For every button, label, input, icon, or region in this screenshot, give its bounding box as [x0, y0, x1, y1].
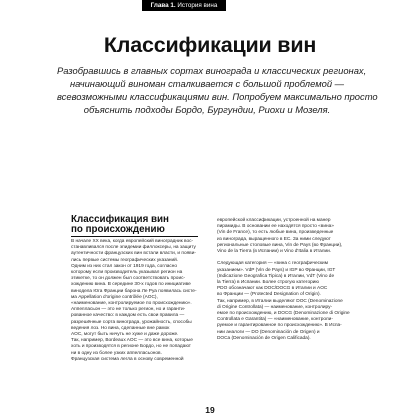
text-line: хоть и производятся в регионе Бордо, но не попадают — [71, 344, 191, 350]
text-line: Controllata e Garantita) — «наименование, контроли- — [217, 317, 333, 323]
text-line: PDO обозначают как DOC/DOCG в Италии и AOC — [217, 286, 328, 292]
text-line: винодела Юга Франции барона Ле Руа появилась систе- — [71, 288, 197, 294]
text-line: «наименование, контролируемое по происхождению». — [71, 301, 192, 307]
right-column — [217, 218, 351, 342]
chapter-header — [142, 0, 226, 11]
text-line: лись первые системы географических указаний. — [71, 257, 179, 263]
lead-paragraph — [57, 64, 378, 116]
text-line: Следующая категория — «вина с географическим — [217, 261, 328, 267]
text-line: рованное качество: в каждом есть свои правила — — [71, 313, 185, 319]
lead-line: начинающий виноман сталкивается с большой проблемой — — [69, 78, 345, 89]
text-line: (Indicazione Geografica Tipica) в Италии, VdT (Vino de — [217, 273, 335, 279]
text-line: указанием». VdP (Vin de Pays) и IGP во Франции, IGT — [217, 267, 336, 273]
text-line: этикетке, то он должен был соответствовать проис- — [71, 276, 186, 282]
text-line: во Франции — (Protected Designation of Origin). — [217, 292, 321, 298]
text-line: региональные столовые вина, Vin de Pays (во Франции), — [217, 242, 343, 248]
text-line: европейской классификации, устроенной на манер — [217, 218, 331, 223]
text-line: Аппелласьон — это не только регион, но и гаранти- — [71, 307, 186, 313]
text-line: емое по происхождению, и DOCG (Denominazione di Origine — [217, 311, 350, 317]
text-line: руемое и гарантированное по происхождению». В Испа- — [217, 323, 342, 329]
text-line: нии аналоги — DO (Denominación de Origen) и — [217, 329, 320, 335]
page-number: 19 — [205, 405, 215, 415]
section-divider — [71, 236, 198, 237]
text-line: ма Appellation d'origine contrôlée (AOC), — [71, 294, 158, 300]
section-title — [71, 215, 191, 234]
text-line: пирамиды. В основании ее находятся просто «вина» — [217, 224, 334, 230]
lead-line: объяснить подходы Бордо, Бургундии, Риохи и Мозеля. — [83, 104, 331, 115]
text-line: из винограда, выращенного в ЕС. За ними следуют — [217, 236, 331, 242]
text-line: AOC, могут быть ничуть не хуже и даже дороже. — [71, 332, 179, 338]
text-line: аутентичности французских вин встали власти, и появи- — [71, 251, 196, 257]
text-line: станавливался после эпидемии филлоксеры, на защиту — [71, 245, 196, 251]
text-line: ни в одну из более узких аппелласьонов. — [71, 350, 162, 356]
text-line: DOCa (Denominación de Origen Calificada). — [217, 335, 311, 341]
text-line: В начале XX века, когда европейский виноградник вос- — [71, 239, 194, 244]
text-line: (Vin de France), то есть любые вина, произведенные — [217, 230, 334, 236]
left-column — [71, 239, 204, 363]
text-line: разрешённые сорта винограда, урожайность, способы — [71, 319, 192, 325]
text-line: хождению вина. В середине 30-х годов по инициативе — [71, 282, 191, 288]
chapter-title: История вина — [177, 2, 218, 9]
text-line: Vino de la Tierra (в Испании) и Vino d'Italia в Италии. — [217, 249, 332, 255]
text-line: la Tierra) в Испании. Более строгую категорию — [217, 280, 319, 286]
lead-line: Разобравшись в главных сортах винограда и классических регионах, — [57, 65, 367, 76]
text-line: Французская система легла в основу современной — [71, 356, 184, 362]
text-line: ведения лоз. Но вина, сделанные вне рамок — [71, 325, 170, 331]
text-line: Одним из них стал закон от 1919 года, согласно — [71, 263, 178, 269]
chapter-label: Глава 1. — [150, 2, 176, 9]
section-title-line: по происхождению — [71, 223, 165, 235]
text-line: di Origine Controllata) — наименование, контролиру- — [217, 304, 333, 310]
page-title: Классификации вин — [103, 33, 317, 57]
text-line: Так, например, в Италии выделяют DOC (Denominazione — [217, 298, 343, 304]
text-line: которому если производитель указывал регион на — [71, 270, 183, 276]
section-title-line: Классификация вин — [71, 214, 169, 225]
text-line: Так, например, Bordeaux AOC — это все вина, которые — [71, 338, 193, 344]
lead-line: всевозможными классификациями вин. Попробуем максимально просто — [57, 91, 378, 102]
